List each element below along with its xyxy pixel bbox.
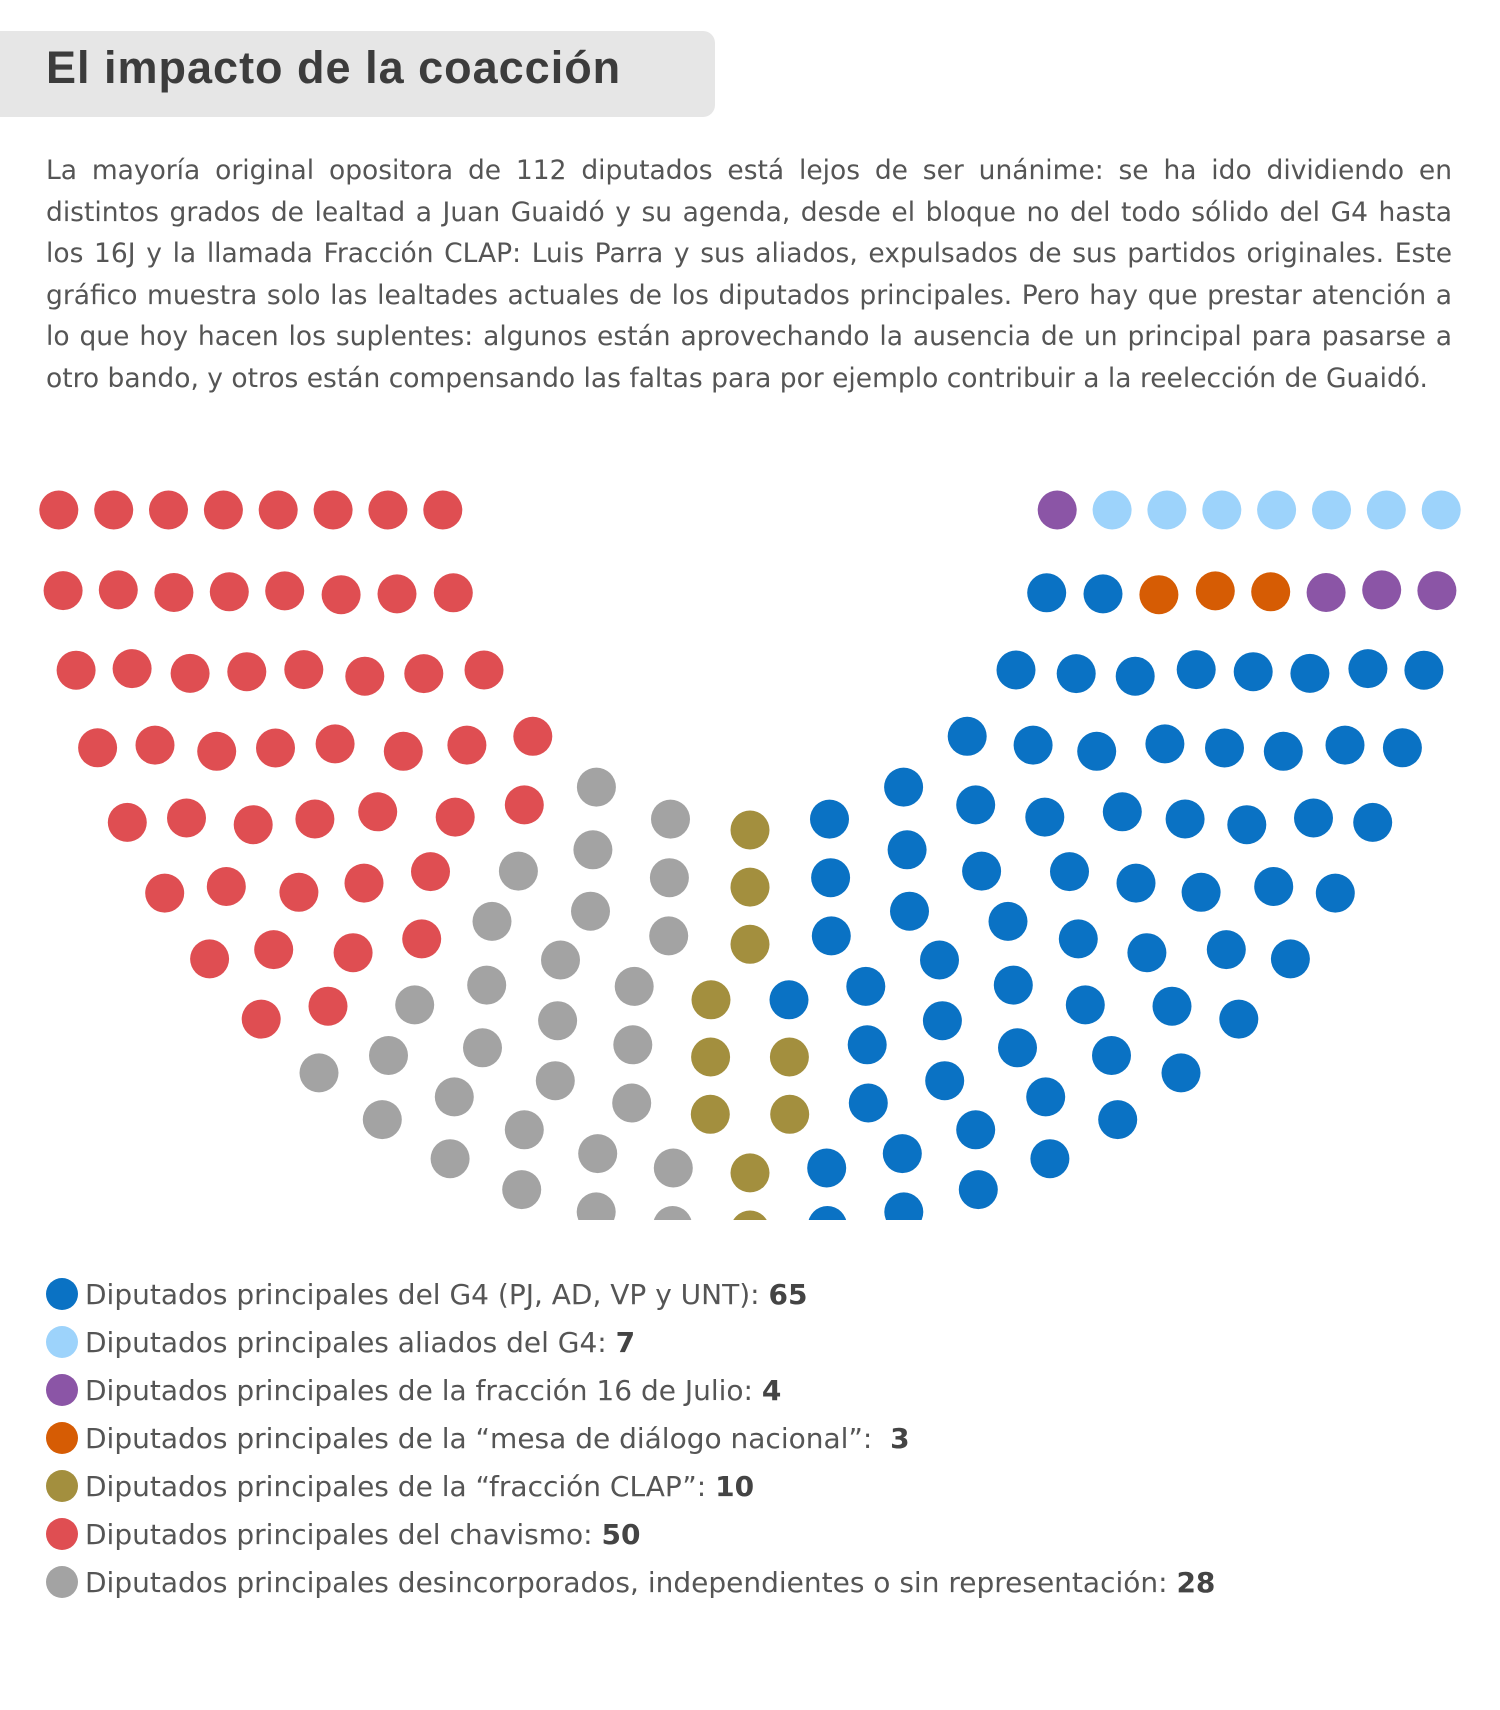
seat-otros <box>615 967 654 1006</box>
seat-otros <box>538 1001 577 1040</box>
legend-item-16j <box>46 1366 1215 1414</box>
seat-g4 <box>812 916 851 955</box>
seat-otros <box>435 1077 474 1116</box>
seat-g4 <box>890 892 929 931</box>
legend-swatch-mesa <box>46 1422 78 1454</box>
legend-label-mesa: Diputados principales de la “mesa de diálogo nacional”: <box>85 1421 891 1455</box>
seat-chavismo <box>227 652 266 691</box>
seat-g4 <box>1098 1100 1137 1139</box>
seat-mesa <box>1196 571 1235 610</box>
seat-chavismo <box>149 491 188 530</box>
seat-clap <box>691 1095 730 1134</box>
seat-aliados <box>1422 491 1461 530</box>
seat-g4 <box>1145 724 1184 763</box>
seat-g4 <box>849 1084 888 1123</box>
seat-16j <box>1038 491 1077 530</box>
seat-16j <box>1417 571 1456 610</box>
seat-otros <box>650 858 689 897</box>
seat-clap <box>731 925 770 964</box>
legend-item-aliados <box>46 1318 1215 1366</box>
legend <box>46 1270 1215 1606</box>
seat-g4 <box>807 1149 846 1188</box>
seat-g4 <box>884 1192 923 1220</box>
seat-16j <box>1362 570 1401 609</box>
seat-otros <box>300 1053 339 1092</box>
seat-g4 <box>1166 800 1205 839</box>
seat-chavismo <box>259 491 298 530</box>
seat-chavismo <box>39 491 78 530</box>
seat-otros <box>369 1036 408 1075</box>
seat-g4 <box>1050 852 1089 891</box>
seat-clap <box>770 1095 809 1134</box>
seat-chavismo <box>78 728 117 767</box>
legend-label-g4: Diputados principales del G4 (PJ, AD, VP y UNT): <box>85 1277 769 1311</box>
seat-chavismo <box>345 657 384 696</box>
seat-g4 <box>959 1170 998 1209</box>
seat-aliados <box>1093 491 1132 530</box>
seat-chavismo <box>145 874 184 913</box>
seat-g4 <box>1271 939 1310 978</box>
seat-chavismo <box>136 726 175 765</box>
seat-clap <box>770 1038 809 1077</box>
seat-chavismo <box>256 729 295 768</box>
intro-paragraph: La mayoría original opositora de 112 diputados está lejos de ser unánime: se ha ido dividiendo en distintos grados de lealtad a Juan Guaidó y su agenda, desde el bloque no del todo sólido del G4 hasta los 16J y la llamada Fracción CLAP: Luis Parra y sus aliados, expulsados de sus partidos originales. Este gráfico muestra solo las lealtades actuales de los diputados principales. Pero hay que prestar atención a lo que hoy hacen los suplentes: algunos están aprovechando la ausencia de un principal para pasarse a otro bando, y otros están compensando las faltas para por ejemplo contribuir a la reelección de Guaidó. <box>46 155 1452 394</box>
legend-item-otros <box>46 1558 1215 1606</box>
seat-otros <box>502 1170 541 1209</box>
seat-g4 <box>962 852 1001 891</box>
seat-clap <box>731 1211 770 1221</box>
seat-chavismo <box>190 939 229 978</box>
seat-chavismo <box>465 651 504 690</box>
seat-chavismo <box>284 650 323 689</box>
legend-item-clap <box>46 1462 1215 1510</box>
seat-g4 <box>808 1206 847 1220</box>
seat-aliados <box>1147 491 1186 530</box>
seat-otros <box>499 852 538 891</box>
seat-g4 <box>810 800 849 839</box>
seat-otros <box>467 966 506 1005</box>
legend-count-16j: 4 <box>761 1373 782 1407</box>
seat-chavismo <box>171 654 210 693</box>
seat-g4 <box>1014 726 1053 765</box>
seat-chavismo <box>99 570 138 609</box>
parliament-hemicycle <box>0 480 1500 1220</box>
seat-g4 <box>1404 651 1443 690</box>
seat-chavismo <box>309 987 348 1026</box>
seat-chavismo <box>423 491 462 530</box>
seat-g4 <box>1205 729 1244 768</box>
seat-otros <box>541 941 580 980</box>
legend-item-chavismo <box>46 1510 1215 1558</box>
seat-chavismo <box>167 799 206 838</box>
seat-otros <box>577 1192 616 1220</box>
seat-g4 <box>1153 987 1192 1026</box>
seat-chavismo <box>447 726 486 765</box>
seat-chavismo <box>404 654 443 693</box>
seat-chavismo <box>384 732 423 771</box>
seat-chavismo <box>210 572 249 611</box>
seat-chavismo <box>505 785 544 824</box>
seat-g4 <box>846 967 885 1006</box>
seat-aliados <box>1367 491 1406 530</box>
legend-count-chavismo: 50 <box>601 1517 641 1551</box>
seat-g4 <box>1353 803 1392 842</box>
seat-chavismo <box>314 491 353 530</box>
seat-g4 <box>1254 867 1293 906</box>
seat-chavismo <box>265 571 304 610</box>
seat-chavismo <box>197 732 236 771</box>
seat-chavismo <box>434 573 473 612</box>
seat-g4 <box>1326 726 1365 765</box>
legend-count-clap: 10 <box>715 1469 755 1503</box>
seat-otros <box>577 768 616 807</box>
seat-chavismo <box>411 852 450 891</box>
seat-g4 <box>920 941 959 980</box>
seat-g4 <box>888 830 927 869</box>
seat-otros <box>651 800 690 839</box>
seat-chavismo <box>322 575 361 614</box>
seat-otros <box>654 1149 693 1188</box>
seat-clap <box>691 1038 730 1077</box>
seat-g4 <box>1290 654 1329 693</box>
seat-chavismo <box>513 717 552 756</box>
seat-g4 <box>1234 652 1273 691</box>
seat-clap <box>731 1153 770 1192</box>
seat-g4 <box>1027 573 1066 612</box>
seat-16j <box>1307 573 1346 612</box>
seat-chavismo <box>234 805 273 844</box>
seat-otros <box>612 1084 651 1123</box>
seat-g4 <box>925 1061 964 1100</box>
legend-label-chavismo: Diputados principales del chavismo: <box>85 1517 602 1551</box>
seat-chavismo <box>295 800 334 839</box>
seat-g4 <box>1117 864 1156 903</box>
seat-g4 <box>997 651 1036 690</box>
seat-chavismo <box>242 1000 281 1039</box>
seat-otros <box>653 1206 692 1220</box>
seat-otros <box>473 902 512 941</box>
seat-g4 <box>1127 933 1166 972</box>
legend-count-aliados: 7 <box>615 1325 636 1359</box>
seat-chavismo <box>402 919 441 958</box>
legend-swatch-16j <box>46 1374 78 1406</box>
seat-g4 <box>848 1025 887 1064</box>
seat-g4 <box>989 902 1028 941</box>
legend-swatch-otros <box>46 1566 78 1598</box>
legend-count-otros: 28 <box>1176 1565 1216 1599</box>
seat-g4 <box>1182 873 1221 912</box>
legend-item-mesa <box>46 1414 1215 1462</box>
seat-g4 <box>1177 650 1216 689</box>
seat-g4 <box>1162 1053 1201 1092</box>
seat-otros <box>578 1134 617 1173</box>
seat-chavismo <box>254 930 293 969</box>
seat-otros <box>649 916 688 955</box>
seat-chavismo <box>368 491 407 530</box>
seat-g4 <box>1264 732 1303 771</box>
chart-title: El impacto de la coacción <box>46 42 622 93</box>
seat-g4 <box>1383 728 1422 767</box>
seat-g4 <box>923 1001 962 1040</box>
seat-chavismo <box>207 867 246 906</box>
seat-g4 <box>811 858 850 897</box>
seat-mesa <box>1139 575 1178 614</box>
seat-clap <box>731 868 770 907</box>
seat-g4 <box>1316 874 1355 913</box>
legend-label-16j: Diputados principales de la fracción 16 de Julio: <box>85 1373 762 1407</box>
seat-g4 <box>948 717 987 756</box>
seat-otros <box>363 1100 402 1139</box>
seat-chavismo <box>108 803 147 842</box>
legend-label-aliados: Diputados principales aliados del G4: <box>85 1325 616 1359</box>
seat-g4 <box>1219 1000 1258 1039</box>
seat-otros <box>613 1025 652 1064</box>
seat-chavismo <box>345 864 384 903</box>
seat-g4 <box>956 785 995 824</box>
seat-otros <box>463 1028 502 1067</box>
seat-chavismo <box>358 792 397 831</box>
seat-g4 <box>994 966 1033 1005</box>
seat-aliados <box>1257 491 1296 530</box>
legend-swatch-chavismo <box>46 1518 78 1550</box>
seat-g4 <box>1116 657 1155 696</box>
legend-label-otros: Diputados principales desincorporados, independientes o sin representación: <box>85 1565 1177 1599</box>
seat-g4 <box>1227 805 1266 844</box>
seat-chavismo <box>378 574 417 613</box>
seat-clap <box>731 811 770 850</box>
seat-otros <box>573 830 612 869</box>
seat-g4 <box>1294 799 1333 838</box>
seat-g4 <box>1059 919 1098 958</box>
seat-g4 <box>883 1134 922 1173</box>
seat-aliados <box>1202 491 1241 530</box>
seat-g4 <box>1066 985 1105 1024</box>
seat-otros <box>395 985 434 1024</box>
seat-g4 <box>1092 1036 1131 1075</box>
seat-chavismo <box>436 798 475 837</box>
seat-g4 <box>1077 732 1116 771</box>
seat-g4 <box>1025 798 1064 837</box>
seat-g4 <box>1084 574 1123 613</box>
legend-swatch-aliados <box>46 1326 78 1358</box>
seat-g4 <box>956 1110 995 1149</box>
legend-label-clap: Diputados principales de la “fracción CLAP”: <box>85 1469 716 1503</box>
seat-g4 <box>1057 654 1096 693</box>
seat-aliados <box>1312 491 1351 530</box>
seat-mesa <box>1251 572 1290 611</box>
seat-otros <box>431 1139 470 1178</box>
seat-otros <box>505 1110 544 1149</box>
seat-g4 <box>1103 792 1142 831</box>
seat-g4 <box>1030 1139 1069 1178</box>
legend-swatch-g4 <box>46 1278 78 1310</box>
seat-chavismo <box>316 724 355 763</box>
legend-item-g4 <box>46 1270 1215 1318</box>
seat-chavismo <box>113 649 152 688</box>
seat-chavismo <box>57 651 96 690</box>
legend-count-g4: 65 <box>768 1277 808 1311</box>
seat-otros <box>571 892 610 931</box>
seat-chavismo <box>44 571 83 610</box>
seat-chavismo <box>94 491 133 530</box>
seat-chavismo <box>334 933 373 972</box>
seat-chavismo <box>279 873 318 912</box>
seat-clap <box>692 980 731 1019</box>
seat-g4 <box>770 980 809 1019</box>
seat-otros <box>536 1061 575 1100</box>
seat-chavismo <box>204 491 243 530</box>
seat-g4 <box>1207 930 1246 969</box>
seat-g4 <box>998 1028 1037 1067</box>
seat-g4 <box>1026 1077 1065 1116</box>
seat-g4 <box>884 768 923 807</box>
legend-swatch-clap <box>46 1470 78 1502</box>
legend-count-mesa: 3 <box>890 1421 910 1455</box>
seat-chavismo <box>154 573 193 612</box>
seat-g4 <box>1348 649 1387 688</box>
